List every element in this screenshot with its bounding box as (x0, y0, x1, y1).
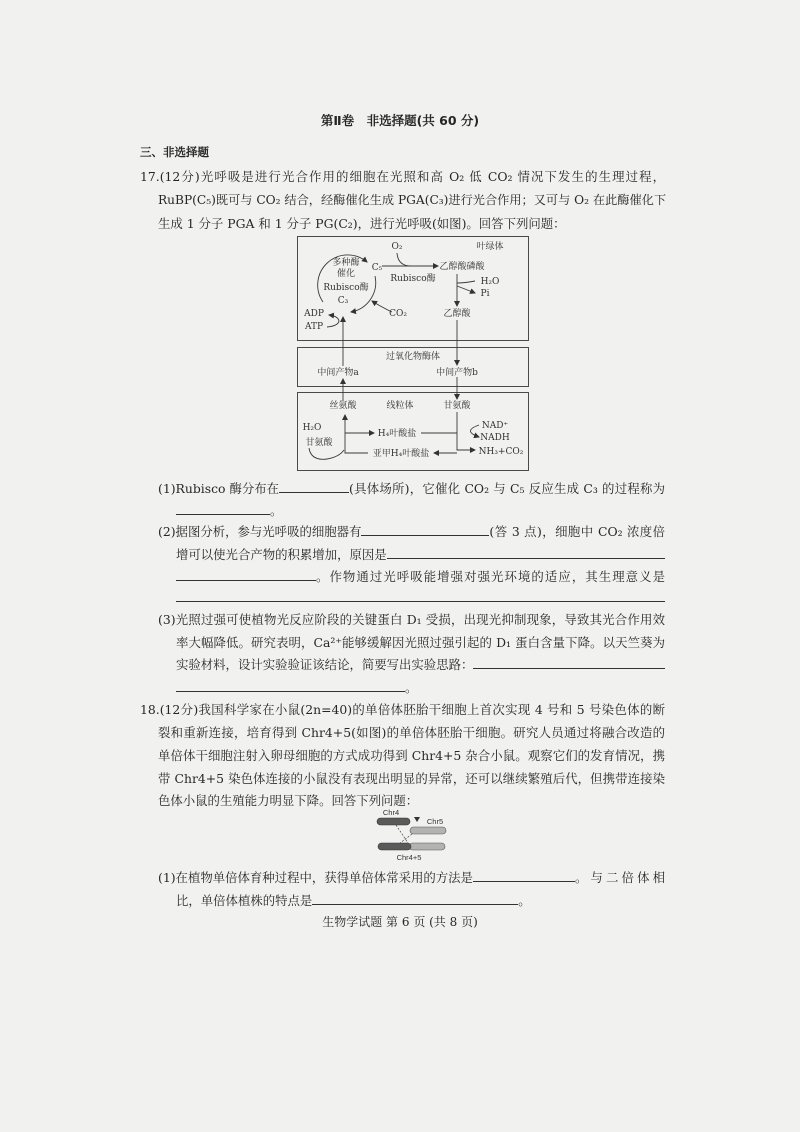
q17-sub2-line-3 (176, 567, 665, 587)
part-title: 第Ⅱ卷 非选择题(共 60 分) (320, 113, 480, 128)
q18-stem-line-5: 色体小鼠的生殖能力明显下降。回答下列问题： (158, 793, 419, 808)
o2-label: O₂ (391, 242, 403, 252)
glycolate-phosphate-label: 乙醇酸磷酸 (439, 262, 485, 272)
photorespiration-diagram (297, 236, 529, 472)
h2o-branch (457, 281, 475, 283)
answer-blank (176, 501, 270, 515)
q17-stem-line-1: 17.(12分)光呼吸是进行光合作用的细胞在光照和高 O₂ 低 CO₂ 情况下发生的生理过程， (140, 169, 666, 184)
page-footer: 生物学试题 第 6 页 (共 8 页) (322, 915, 478, 929)
rubisco-carboxylase-label: Rubisco酶 (323, 283, 369, 293)
chr5-label: Chr5 (426, 817, 444, 826)
h2o-label: H₂O (480, 277, 500, 287)
glycolate-label: 乙醇酸 (443, 309, 471, 319)
nad-label: NAD⁺ (481, 421, 509, 431)
q17-sub1-line-1 (158, 479, 665, 499)
methylene-thf-label: 亚甲H₄叶酸盐 (372, 449, 430, 459)
answer-blank (312, 891, 518, 905)
glycine-decarboxylation-arrow (457, 412, 475, 450)
fusion-dash-1 (396, 825, 408, 843)
answer-blank (176, 678, 405, 692)
intermediate-a-label: 中间产物a (317, 368, 359, 378)
chr4-label: Chr4 (382, 808, 400, 817)
q17-sub2-line-2 (176, 545, 665, 565)
q18-sub1-text-a: (1)在植物单倍体育种过程中，获得单倍体常采用的方法是 (158, 870, 473, 885)
atp-adp-arrow (327, 315, 339, 327)
q17-sub2-text-c: 增可以使光合产物的积累增加，原因是 (176, 547, 387, 562)
q18-sub1-period: 。 (518, 893, 531, 908)
fused-chr5-part (409, 843, 445, 850)
fused-chr4-part (378, 843, 411, 850)
q17-sub3-line-2: 率大幅降低。研究表明，Ca²⁺能够缓解因光照过强引起的 D₁ 蛋白含量下降。以天竺葵为 (176, 635, 665, 650)
pi-label: Pi (480, 289, 490, 299)
q17-sub2-text-a: (2)据图分析，参与光呼吸的细胞器有 (158, 524, 362, 539)
co2-label: CO₂ (389, 309, 407, 319)
breakpoint-arrow-icon (414, 817, 420, 822)
q17-sub1-text-a: (1)Rubisco 酶分布在 (158, 481, 280, 496)
glycine-label: 甘氨酸 (443, 401, 471, 411)
q17-sub2-line-1 (158, 522, 665, 542)
q17-sub2-text-d: 。作物通过光呼吸能增强对强光环境的适应，其生理意义是 (316, 569, 665, 584)
q17-sub2-text-b: (答 3 点)，细胞中 CO₂ 浓度倍 (489, 524, 665, 539)
q17-sub3-line-3 (176, 655, 665, 675)
pi-branch (457, 286, 475, 293)
answer-blank (387, 545, 665, 559)
atp-label: ATP (304, 322, 324, 332)
q17-sub1-line-2 (176, 501, 665, 521)
enzymes-label: 多种酶 (332, 258, 360, 268)
q18-sub1-text-b: 。与二倍体相 (574, 870, 665, 885)
c5-label: C₅ (371, 263, 383, 273)
q18-stem-line-4: 带 Chr4+5 染色体连接的小鼠没有表现出明显的异常，还可以继续繁殖后代，但携带连接染 (158, 771, 665, 786)
to-serine-arrow (345, 415, 368, 453)
q18-sub1-line-1 (158, 868, 665, 888)
q18-sub1-line-2 (176, 891, 665, 911)
chloroplast-label: 叶绿体 (476, 242, 504, 252)
nadh-label: NADH (480, 433, 510, 443)
glycine-bottom-label: 甘氨酸 (305, 438, 333, 448)
q18-stem-line-3: 单倍体干细胞注射入卵母细胞的方式成功得到 Chr4+5 杂合小鼠。观察它们的发育情况，携 (158, 748, 665, 763)
q17-sub1-text-b: (具体场所)，它催化 CO₂ 与 C₅ 反应生成 C₃ 的过程称为 (349, 481, 665, 496)
q17-sub2-line-4 (176, 588, 665, 608)
o2-line (397, 253, 411, 266)
mitochondrion-label: 线粒体 (386, 401, 414, 411)
products-label: NH₃+CO₂ (478, 447, 524, 457)
adp-label: ADP (304, 309, 324, 319)
chr4-bar (377, 818, 410, 825)
q18-sub1-text-c: 比，单倍体植株的特点是 (176, 893, 313, 908)
q17-stem-line-2: RuBP(C₅)既可与 CO₂ 结合，经酶催化生成 PGA(C₃)进行光合作用；又可与 O₂ 在此酶催化下 (158, 193, 667, 207)
answer-blank (176, 588, 665, 602)
chr5-bar (410, 827, 446, 834)
thf-label: H₄叶酸盐 (377, 429, 417, 439)
c3-label: C₃ (337, 296, 349, 306)
answer-blank (473, 655, 665, 669)
intermediate-b-label: 中间产物b (436, 368, 478, 378)
q18-stem-line-1: 18.(12分)我国科学家在小鼠(2n=40)的单倍体胚胎干细胞上首次实现 4 号和 5 号染色体的断 (140, 702, 665, 717)
serine-label: 丝氨酸 (329, 401, 357, 411)
section-title: 三、非选择题 (140, 145, 209, 159)
h2o-bottom-label: H₂O (302, 423, 322, 433)
answer-blank (473, 868, 575, 882)
fusion-dash-2 (400, 834, 412, 843)
q17-sub3-text-a: 实验材料，设计实验验证该结论，简要写出实验思路： (176, 657, 474, 672)
glycine-input-curve (309, 448, 344, 459)
calvin-cycle-arc-lower (351, 276, 376, 312)
q17-sub3-line-4 (176, 678, 665, 698)
q17-sub1-period: 。 (270, 503, 283, 518)
peroxisome-label: 过氧化物酶体 (385, 352, 441, 362)
answer-blank (361, 522, 489, 536)
q17-stem-line-3: 生成 1 分子 PGA 和 1 分子 PG(C₂)，进行光呼吸(如图)。回答下列问题： (158, 216, 566, 231)
answer-blank (176, 567, 316, 581)
chr4-5-label: Chr4+5 (396, 853, 422, 862)
rubisco-oxygenase-label: Rubisco酶 (390, 274, 436, 284)
catalysis-label: 催化 (336, 269, 356, 279)
answer-blank (279, 479, 349, 493)
q18-stem-line-2: 裂和重新连接，培育得到 Chr4+5(如图)的单倍体胚胎干细胞。研究人员通过将融合改造的 (158, 725, 665, 740)
q17-sub3-line-1: (3)光照过强可使植物光反应阶段的关键蛋白 D₁ 受损，出现光抑制现象，导致其光合作用效 (158, 612, 665, 627)
chromosome-fusion-figure (374, 806, 452, 864)
nad-reduction-arrow (471, 425, 480, 437)
q17-sub3-period: 。 (405, 680, 418, 695)
